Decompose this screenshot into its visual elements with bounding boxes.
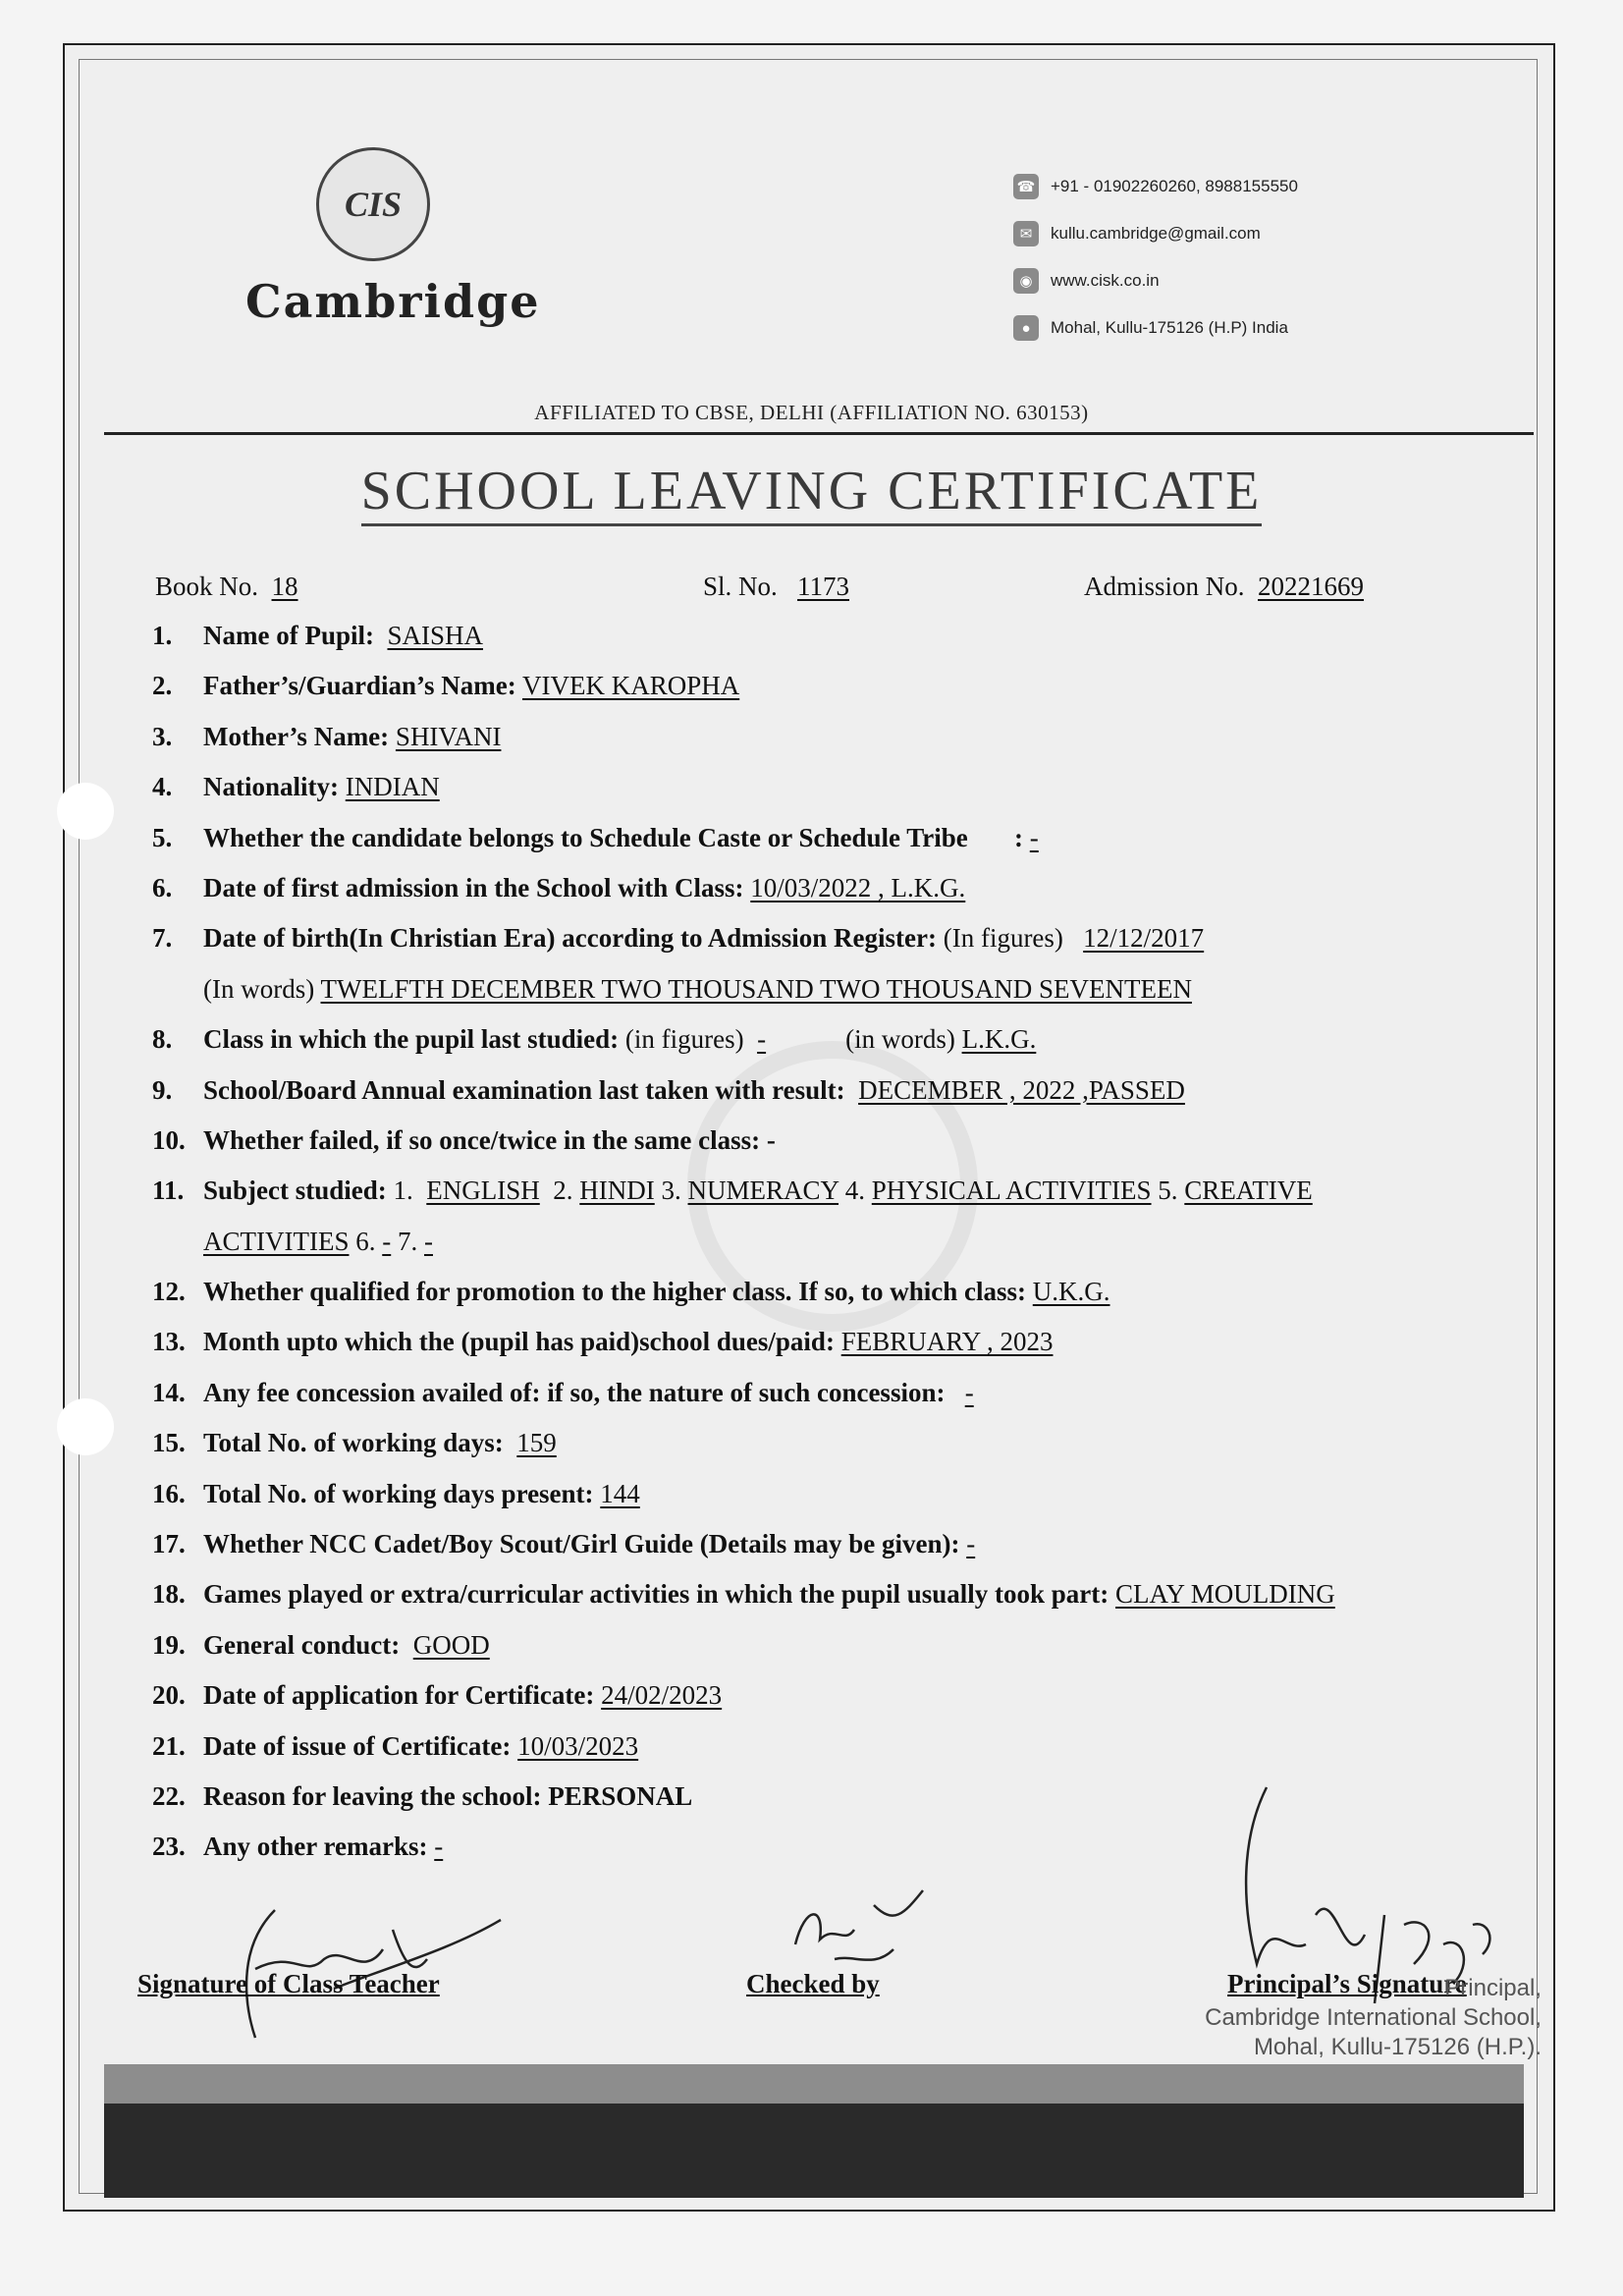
field-label: Father’s/Guardian’s Name: <box>203 671 516 701</box>
field-label: Whether failed, if so once/twice in the same class: - <box>203 1124 776 1155</box>
field-sublabel: (in figures) <box>624 1024 744 1055</box>
footer-band-dark <box>104 2104 1524 2198</box>
field-label: Total No. of working days present: <box>203 1478 594 1508</box>
field-label: Whether qualified for promotion to the higher class. If so, to which class: <box>203 1277 1027 1307</box>
field-value: INDIAN <box>345 772 440 802</box>
book-number <box>155 572 298 602</box>
subject-number: 5. <box>1158 1175 1178 1206</box>
field-row <box>152 1277 1429 1327</box>
field-number: 15. <box>152 1428 186 1458</box>
field-label: Month upto which the (pupil has paid)school dues/paid: <box>203 1327 835 1357</box>
field-value: - <box>964 1377 974 1407</box>
subject-number: 2. <box>553 1175 573 1206</box>
field-sublabel: (In words) <box>203 973 315 1004</box>
field-value: 24/02/2023 <box>601 1680 723 1711</box>
field-row <box>152 1428 1429 1478</box>
field-row <box>152 1479 1429 1529</box>
field-row-continued <box>152 974 1429 1024</box>
field-value: U.K.G. <box>1032 1277 1110 1307</box>
field-number: 2. <box>152 671 173 701</box>
page-title <box>0 460 1623 522</box>
field-label: Whether the candidate belongs to Schedule Caste or Schedule Tribe <box>203 822 968 852</box>
field-number: 9. <box>152 1074 173 1105</box>
subject-number: 4. <box>844 1175 866 1206</box>
field-number: 13. <box>152 1327 186 1357</box>
field-number: 8. <box>152 1024 173 1055</box>
subject-value: ACTIVITIES <box>203 1226 350 1256</box>
field-value: VIVEK KAROPHA <box>521 671 740 701</box>
field-value: 10/03/2023 <box>517 1730 639 1761</box>
subject-value: - <box>423 1226 433 1256</box>
logo-name: Cambridge <box>245 275 541 328</box>
field-value: TWELFTH DECEMBER TWO THOUSAND TWO THOUSAND SEVENTEEN <box>320 973 1192 1004</box>
field-label: Date of birth(In Christian Era) according to Admission Register: <box>203 923 937 954</box>
stamp-line: Mohal, Kullu-175126 (H.P.). <box>1253 2034 1542 2060</box>
field-label: Name of Pupil: <box>203 621 374 650</box>
field-value: 10/03/2022 , L.K.G. <box>750 872 966 902</box>
field-value: - <box>1029 822 1039 852</box>
field-number: 23. <box>152 1831 186 1862</box>
field-label: Date of application for Certificate: <box>203 1680 595 1711</box>
field-number: 17. <box>152 1529 186 1559</box>
subject-number: 6. <box>355 1226 376 1256</box>
field-number: 21. <box>152 1730 186 1761</box>
field-label: School/Board Annual examination last taken with result: <box>203 1074 845 1105</box>
contact-block <box>1013 163 1298 352</box>
field-value: FEBRUARY , 2023 <box>840 1327 1054 1357</box>
mail-icon: ✉ <box>1013 221 1039 246</box>
location-icon: ● <box>1013 315 1039 341</box>
field-label: Mother’s Name: <box>203 721 390 751</box>
subject-value: - <box>382 1226 392 1256</box>
principal-stamp <box>1129 1974 1542 2062</box>
field-row <box>152 1630 1429 1680</box>
field-label: Class in which the pupil last studied: <box>203 1024 620 1055</box>
field-value: CLAY MOULDING <box>1115 1579 1335 1610</box>
field-number: 5. <box>152 822 173 852</box>
globe-icon: ◉ <box>1013 268 1039 294</box>
field-row <box>152 621 1429 671</box>
adm-value: 20221669 <box>1258 572 1365 601</box>
field-value: GOOD <box>412 1629 490 1660</box>
field-value: DECEMBER , 2022 ,PASSED <box>858 1074 1185 1105</box>
logo-monogram: CIS <box>344 185 403 224</box>
certificate-fields <box>152 621 1429 1883</box>
contact-address-text: Mohal, Kullu-175126 (H.P) India <box>1051 318 1288 337</box>
serial-number <box>703 572 849 602</box>
subject-value: HINDI <box>579 1175 655 1206</box>
affiliation-line: AFFILIATED TO CBSE, DELHI (AFFILIATION NO. 630153) <box>534 401 1089 424</box>
field-row <box>152 772 1429 822</box>
stamp-line: Principal, <box>1444 1975 1542 2001</box>
contact-address <box>1013 304 1298 352</box>
field-number: 4. <box>152 772 173 802</box>
field-sublabel: (In figures) <box>943 923 1063 954</box>
field-row <box>152 923 1429 973</box>
field-row <box>152 1024 1429 1074</box>
page-title-text: SCHOOL LEAVING CERTIFICATE <box>361 461 1263 526</box>
field-number: 16. <box>152 1478 186 1508</box>
contact-phone-text: +91 - 01902260260, 8988155550 <box>1051 177 1298 195</box>
field-row <box>152 823 1429 873</box>
sl-value: 1173 <box>797 572 850 601</box>
field-row <box>152 1125 1429 1175</box>
field-row <box>152 671 1429 721</box>
field-row <box>152 1327 1429 1377</box>
adm-label: Admission No. <box>1084 572 1245 601</box>
punch-hole <box>57 783 114 840</box>
subject-value: PHYSICAL ACTIVITIES <box>871 1175 1152 1206</box>
contact-email <box>1013 210 1298 257</box>
field-sublabel: (in words) <box>845 1024 955 1055</box>
field-row <box>152 1529 1429 1579</box>
field-value: - <box>757 1024 767 1055</box>
field-label: Any fee concession availed of: if so, the nature of such concession: <box>203 1377 946 1407</box>
punch-hole <box>57 1398 114 1455</box>
sl-label: Sl. No. <box>703 572 778 601</box>
field-label: Whether NCC Cadet/Boy Scout/Girl Guide (Details may be given): <box>203 1529 960 1559</box>
contact-website-text: www.cisk.co.in <box>1051 271 1160 290</box>
field-row <box>152 1175 1429 1226</box>
field-row-continued <box>152 1227 1429 1277</box>
admission-number <box>1084 572 1364 602</box>
subject-value: ENGLISH <box>426 1175 540 1206</box>
field-label: Date of first admission in the School with Class: <box>203 872 744 902</box>
contact-phone <box>1013 163 1298 210</box>
field-label: Nationality: <box>203 772 339 802</box>
field-label: Games played or extra/curricular activities in which the pupil usually took part: <box>203 1579 1109 1610</box>
contact-email-text: kullu.cambridge@gmail.com <box>1051 224 1261 243</box>
field-number: 11. <box>152 1175 185 1206</box>
field-value: - <box>966 1529 976 1559</box>
field-number: 22. <box>152 1780 186 1811</box>
field-number: 14. <box>152 1377 186 1407</box>
stamp-line: Cambridge International School, <box>1205 2004 1542 2031</box>
field-row <box>152 1378 1429 1428</box>
field-separator: : <box>1014 822 1024 852</box>
field-row <box>152 873 1429 923</box>
subject-value: NUMERACY <box>687 1175 839 1206</box>
field-number: 20. <box>152 1680 186 1711</box>
field-label: Subject studied: <box>203 1175 387 1206</box>
field-value: 159 <box>516 1428 557 1458</box>
field-row <box>152 1680 1429 1730</box>
book-label: Book No. <box>155 572 259 601</box>
field-value: 144 <box>600 1478 640 1508</box>
field-value: SAISHA <box>387 621 484 650</box>
class-teacher-signature-label: Signature of Class Teacher <box>137 1969 440 1998</box>
checked-by-label: Checked by <box>746 1969 880 1998</box>
field-number: 6. <box>152 872 173 902</box>
field-row <box>152 722 1429 772</box>
field-row <box>152 1579 1429 1629</box>
field-label: Total No. of working days: <box>203 1428 504 1458</box>
school-logo <box>245 147 541 328</box>
subject-number: 1. <box>393 1175 413 1206</box>
field-number: 7. <box>152 923 173 954</box>
book-value: 18 <box>271 572 298 601</box>
footer-band-light <box>104 2064 1524 2104</box>
field-number: 10. <box>152 1124 186 1155</box>
subject-number: 7. <box>397 1226 418 1256</box>
header-divider <box>104 432 1534 435</box>
logo-emblem-icon <box>316 147 430 261</box>
field-label: Any other remarks: <box>203 1831 428 1862</box>
field-label: General conduct: <box>203 1629 401 1660</box>
subject-value: CREATIVE <box>1184 1175 1313 1206</box>
principal-signature-label: Principal’s Signature <box>1227 1969 1467 1998</box>
field-value: 12/12/2017 <box>1083 923 1205 954</box>
field-number: 3. <box>152 721 173 751</box>
field-number: 19. <box>152 1629 186 1660</box>
field-number: 18. <box>152 1579 186 1610</box>
subject-number: 3. <box>661 1175 681 1206</box>
phone-icon: ☎ <box>1013 174 1039 199</box>
field-value: - <box>434 1831 444 1862</box>
contact-website <box>1013 257 1298 304</box>
field-value: SHIVANI <box>395 721 502 751</box>
field-value: L.K.G. <box>961 1024 1037 1055</box>
field-number: 12. <box>152 1277 186 1307</box>
field-label: Reason for leaving the school: PERSONAL <box>203 1780 693 1811</box>
field-label: Date of issue of Certificate: <box>203 1730 512 1761</box>
field-number: 1. <box>152 621 173 650</box>
field-row <box>152 1075 1429 1125</box>
